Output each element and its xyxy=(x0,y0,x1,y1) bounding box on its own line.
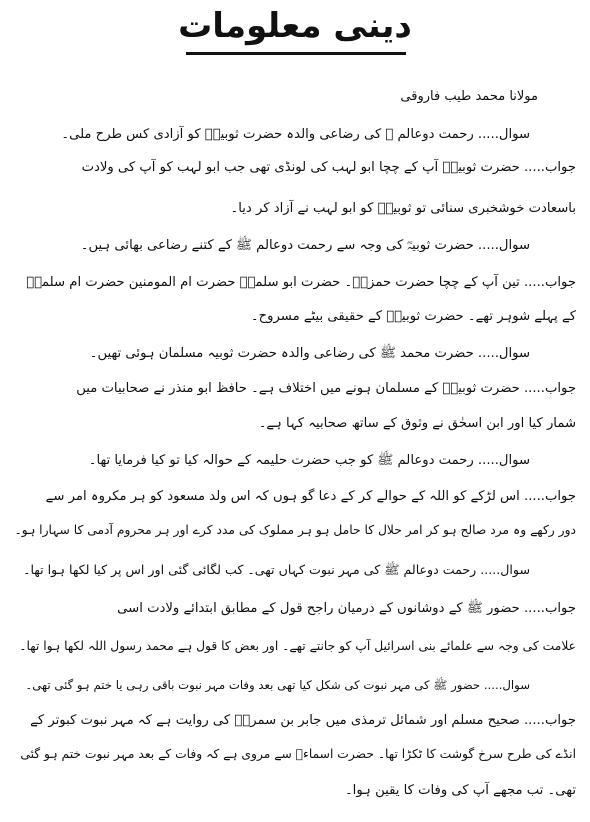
text-line: جواب..... صحیح مسلم اور شمائل ترمذی میں جابر بن سمرہؓ کی روایت ہے کہ مہر نبوت کبوتر کے xyxy=(30,713,576,728)
text-line: سوال..... رحمت دوعالم ﷺ کی رضاعی والدہ حضرت ثوبیہؓ کو آزادی کس طرح ملی۔ xyxy=(61,127,530,142)
author-name: مولانا محمد طیب فاروقی xyxy=(400,89,538,104)
text-line: جواب..... تین آپ کے چچا حضرت حمزہؓ۔ حضرت ابو سلمہؓ حضرت ام المومنین حضرت ام سلمہؓ xyxy=(26,275,576,290)
text-line: تھی۔ تب مجھے آپ کی وفات کا یقین ہوا۔ xyxy=(344,783,576,798)
text-line: جواب..... اس لڑکے کو اللہ کے حوالے کر کے دعا گو ہوں کہ اس ولد مسعود کو ہر مکروہ امر سے xyxy=(45,489,576,504)
text-line: سوال..... رحمت دوعالم ﷺ کو جب حضرت حلیمہ کے حوالہ کیا تو کیا فرمایا تھا۔ xyxy=(88,453,530,468)
text-line: دور رکھے وہ مرد صالح ہو کر امر حلال کا حامل ہو ہر مملوک کی مدد کرے اور ہر محروم آدمی کا سہارا ہو۔ xyxy=(14,523,576,537)
text-line: علامت کی وجہ سے علمائے بنی اسرائیل آپ کو جانتے تھے۔ اور بعض کا قول ہے محمد رسول اللہ لکھا ہوا تھا۔ xyxy=(19,639,576,653)
text-line: جواب..... حضور ﷺ کے دوشانوں کے درمیان راجح قول کے مطابق ابتدائے ولادت اسی xyxy=(117,601,576,616)
text-line: باسعادت خوشخبری سنائی تو ثوبیہؓ کو ابو لہب نے آزاد کر دیا۔ xyxy=(230,201,576,216)
text-line: سوال..... حضرت ثوبیہؓ کی وجہ سے رحمت دوعالم ﷺ کے کتنے رضاعی بھائی ہیں۔ xyxy=(80,238,530,253)
text-line: جواب..... حضرت ثوبیہؓ آپ کے چچا ابو لہب کی لونڈی تھی جب ابو لہب کو آپ کی ولادت xyxy=(81,160,576,175)
title-underline xyxy=(186,52,406,55)
page-title: دینی معلومات xyxy=(178,6,412,46)
text-line: جواب..... حضرت ثوبیہؓ کے مسلمان ہونے میں اختلاف ہے۔ حافظ ابو منذر نے صحابیات میں xyxy=(76,381,576,396)
text-line: سوال..... حضرت محمد ﷺ کی رضاعی والدہ حضرت ثوبیہ مسلمان ہوئی تھیں۔ xyxy=(89,346,530,361)
text-line: سوال..... حضور ﷺ کی مہر نبوت کی شکل کیا تھی بعد وفات مہر نبوت باقی رہی یا ختم ہو گئی تھی۔ xyxy=(25,678,530,692)
text-line: سوال..... رحمت دوعالم ﷺ کی مہر نبوت کہاں تھی۔ کب لگائی گئی اور اس پر کیا لکھا ہوا تھا۔ xyxy=(23,562,530,577)
text-line: شمار کیا اور ابن اسحٰق نے وثوق کے ساتھ صحابیہ کہا ہے۔ xyxy=(258,416,576,431)
text-line: کے پہلے شوہر تھے۔ حضرت ثوبیہؓ کے حقیقی بیٹے مسروح۔ xyxy=(250,309,576,324)
text-line: انڈے کی طرح سرخ گوشت کا ٹکڑا تھا۔ حضرت اسماءؓ سے مروی ہے کہ وفات کے بعد مہر نبوت ختم ہو گئی xyxy=(20,747,576,761)
